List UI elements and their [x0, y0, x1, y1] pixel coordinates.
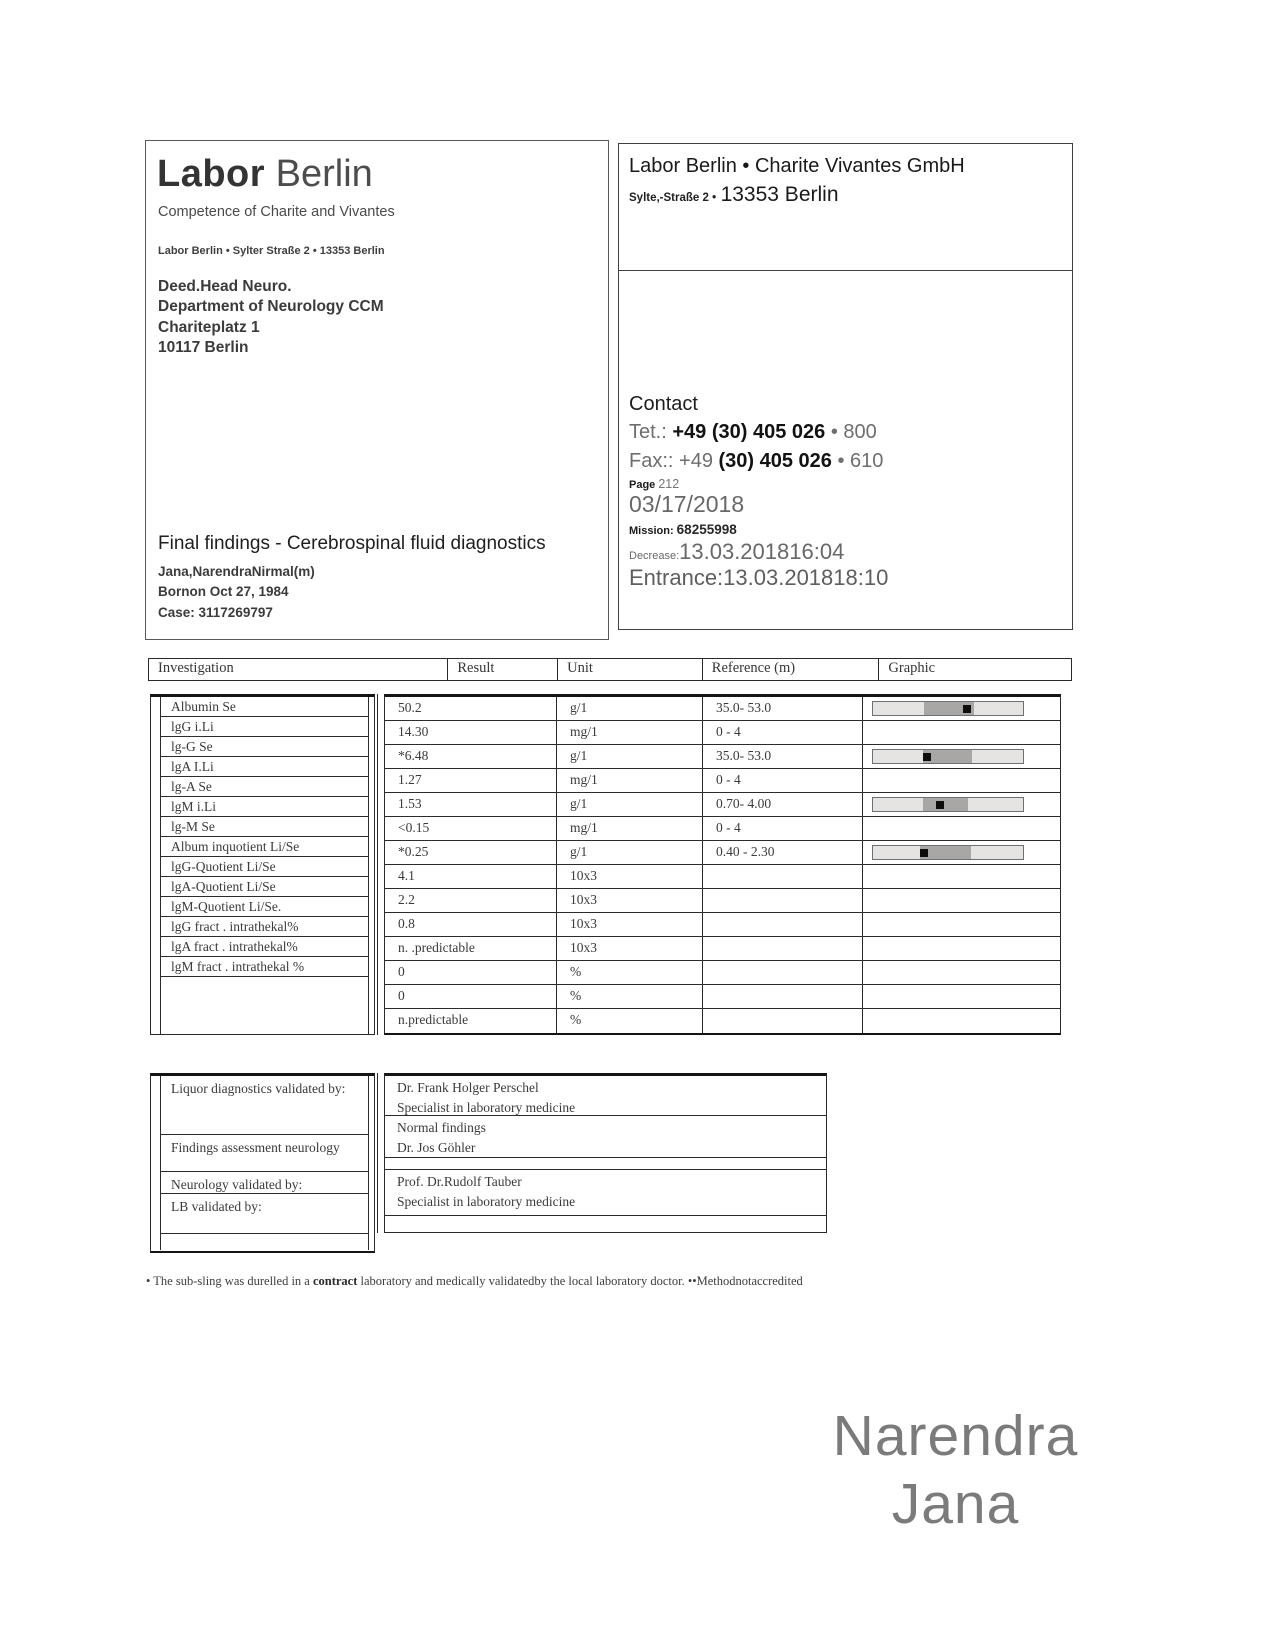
decrease-label: Decrease: — [629, 549, 680, 562]
recipient-line: Chariteplatz 1 — [158, 318, 260, 336]
company-street: Sylte,-Straße 2 • — [629, 192, 717, 204]
result-row — [385, 1009, 1060, 1033]
fax-prefix: +49 — [679, 450, 719, 472]
logo-word-berlin: Berlin — [275, 153, 373, 195]
mission-label: Mission: — [629, 524, 677, 537]
findings-title: Final findings - Cerebrospinal fluid diagnostics — [158, 533, 546, 554]
graphic-cell — [863, 721, 1060, 744]
result-unit: g/1 — [557, 745, 703, 768]
graphic-cell — [863, 745, 1060, 768]
header-cell-investigation: Investigation — [149, 659, 448, 680]
fax-line — [629, 447, 1072, 476]
graphic-bar-band — [923, 798, 968, 811]
result-unit: 10x3 — [557, 889, 703, 912]
investigation-table — [160, 697, 369, 1034]
validator-finding: Normal findings — [397, 1120, 486, 1135]
contact-section — [619, 393, 1072, 591]
investigation-label: lgG-Quotient Li/Se — [161, 857, 368, 877]
validation-label: Liquor diagnostics validated by: — [161, 1076, 368, 1135]
result-row — [385, 817, 1060, 841]
investigation-label: lgM i.Li — [161, 797, 368, 817]
result-unit: % — [557, 985, 703, 1008]
result-value: *6.48 — [385, 745, 557, 768]
telephone-line — [629, 418, 1072, 447]
graphic-bar-marker — [923, 753, 931, 761]
validation-label: Findings assessment neurology — [161, 1135, 368, 1172]
page-line — [629, 477, 1072, 491]
reference-range: 35.0- 53.0 — [703, 697, 863, 720]
fax-extension: • 610 — [831, 450, 884, 472]
result-value: 0.8 — [385, 913, 557, 936]
result-value: n.predictable — [385, 1009, 557, 1033]
investigation-label: lg-G Se — [161, 737, 368, 757]
result-row — [385, 985, 1060, 1009]
results-header-row — [148, 658, 1072, 681]
investigation-label: lgA fract . intrathekal% — [161, 937, 368, 957]
footnote-text: • The sub-sling was durelled in a — [146, 1274, 313, 1288]
graphic-bar — [872, 845, 1024, 860]
validators-box — [377, 1073, 827, 1233]
fax-label: Fax:: — [629, 450, 680, 472]
investigation-label: lg-M Se — [161, 817, 368, 837]
results-table — [384, 694, 1061, 1035]
footnote-emphasis: contract — [312, 1274, 358, 1288]
decrease-line — [629, 539, 1072, 564]
header-cell-reference: Reference (m) — [703, 659, 880, 680]
logo-word-labor: Labor — [157, 153, 266, 195]
result-row — [385, 793, 1060, 817]
reference-range — [703, 937, 863, 960]
decrease-timestamp: 13.03.201816:04 — [679, 538, 845, 564]
graphic-cell — [863, 841, 1060, 864]
graphic-cell — [863, 697, 1060, 720]
validation-label: LB validated by: — [161, 1194, 368, 1234]
validator-name: Dr. Jos Göhler — [397, 1139, 476, 1155]
reference-range — [703, 889, 863, 912]
graphic-cell — [863, 865, 1060, 888]
graphic-cell — [863, 889, 1060, 912]
result-row — [385, 841, 1060, 865]
graphic-cell — [863, 1009, 1060, 1033]
company-city: 13353 Berlin — [720, 183, 839, 206]
result-value: 1.53 — [385, 793, 557, 816]
mission-line — [629, 522, 1072, 537]
graphic-cell — [863, 769, 1060, 792]
validation-labels-table — [160, 1076, 369, 1250]
result-unit: g/1 — [557, 841, 703, 864]
graphic-cell — [863, 937, 1060, 960]
findings-block — [158, 533, 546, 623]
fax-number: (30) 405 026 — [718, 450, 832, 472]
validation-label — [161, 1234, 368, 1250]
reference-range — [703, 865, 863, 888]
validator-name: Dr. Frank Holger Perschel — [397, 1080, 539, 1095]
validator-name: Prof. Dr.Rudolf Tauber — [397, 1174, 522, 1189]
reference-range: 0 - 4 — [703, 721, 863, 744]
graphic-cell — [863, 985, 1060, 1008]
validation-label: Neurology validated by: — [161, 1172, 368, 1194]
result-value: 2.2 — [385, 889, 557, 912]
signature — [828, 1402, 1083, 1539]
reference-range: 0 - 4 — [703, 769, 863, 792]
investigation-label: lgM fract . intrathekal % — [161, 957, 368, 977]
graphic-cell — [863, 817, 1060, 840]
result-row — [385, 913, 1060, 937]
footnote — [146, 1274, 1081, 1289]
investigation-label: lg-A Se — [161, 777, 368, 797]
company-header — [619, 144, 1072, 271]
validators-table — [384, 1073, 827, 1233]
result-value: 1.27 — [385, 769, 557, 792]
telephone-label: Tet.: — [629, 421, 673, 443]
investigation-label: lgG fract . intrathekal% — [161, 917, 368, 937]
result-row — [385, 769, 1060, 793]
reference-range: 0.70- 4.00 — [703, 793, 863, 816]
result-value: 0 — [385, 985, 557, 1008]
signature-first-name: Narendra — [832, 1404, 1079, 1468]
reference-range — [703, 961, 863, 984]
investigation-label: lgG i.Li — [161, 717, 368, 737]
result-unit: 10x3 — [557, 937, 703, 960]
reference-range: 0 - 4 — [703, 817, 863, 840]
investigation-label: Album inquotient Li/Se — [161, 837, 368, 857]
signature-last-name: Jana — [891, 1472, 1020, 1537]
graphic-bar-marker — [963, 705, 971, 713]
reference-range: 0.40 - 2.30 — [703, 841, 863, 864]
result-value: n. .predictable — [385, 937, 557, 960]
telephone-extension: • 800 — [825, 421, 877, 443]
validator-entry — [385, 1116, 826, 1158]
reference-range — [703, 985, 863, 1008]
result-row — [385, 961, 1060, 985]
result-unit: % — [557, 1009, 703, 1033]
results-box — [377, 694, 1061, 1035]
graphic-bar — [872, 797, 1024, 812]
result-value: <0.15 — [385, 817, 557, 840]
graphic-cell — [863, 913, 1060, 936]
patient-case-number: Case: 3117269797 — [158, 604, 273, 620]
recipient-line: Department of Neurology CCM — [158, 298, 384, 316]
letterhead-box — [145, 140, 609, 640]
recipient-line: 10117 Berlin — [158, 339, 249, 357]
result-unit: mg/1 — [557, 817, 703, 840]
result-row — [385, 745, 1060, 769]
company-box — [618, 143, 1073, 630]
result-value: 4.1 — [385, 865, 557, 888]
page-label: Page — [629, 479, 659, 491]
reference-range — [703, 1009, 863, 1033]
header-cell-graphic: Graphic — [888, 660, 936, 676]
investigation-label: lgA-Quotient Li/Se — [161, 877, 368, 897]
result-value: 0 — [385, 961, 557, 984]
result-row — [385, 721, 1060, 745]
contact-title: Contact — [629, 393, 698, 415]
header-cell-result: Result — [448, 659, 558, 680]
graphic-cell — [863, 961, 1060, 984]
result-unit: 10x3 — [557, 913, 703, 936]
logo-tagline: Competence of Charite and Vivantes — [158, 203, 395, 220]
graphic-cell — [863, 793, 1060, 816]
result-unit: g/1 — [557, 697, 703, 720]
result-value: 14.30 — [385, 721, 557, 744]
validator-entry — [385, 1076, 826, 1116]
reference-range — [703, 913, 863, 936]
recipient-line: Deed.Head Neuro. — [158, 277, 292, 295]
graphic-bar — [872, 701, 1024, 716]
investigation-label: lgA I.Li — [161, 757, 368, 777]
footnote-text: laboratory and medically validatedby the local laboratory doctor. ••Methodnotaccredited — [357, 1274, 803, 1288]
graphic-bar-marker — [920, 849, 928, 857]
validator-entry-empty — [385, 1216, 826, 1234]
result-value: *0.25 — [385, 841, 557, 864]
graphic-bar-marker — [936, 801, 944, 809]
labor-berlin-logo — [157, 155, 608, 195]
validator-entry-empty — [385, 1158, 826, 1170]
patient-birthdate: Bornon Oct 27, 1984 — [158, 584, 289, 600]
validation-labels-box — [150, 1073, 375, 1253]
result-row — [385, 697, 1060, 721]
mission-number: 68255998 — [676, 521, 737, 537]
result-unit: g/1 — [557, 793, 703, 816]
page-number: 212 — [658, 477, 680, 491]
result-unit: mg/1 — [557, 721, 703, 744]
telephone-number: +49 (30) 405 026 — [672, 421, 826, 443]
result-row — [385, 937, 1060, 961]
reference-range: 35.0- 53.0 — [703, 745, 863, 768]
entrance-line: Entrance:13.03.201818:10 — [629, 564, 889, 590]
result-unit: % — [557, 961, 703, 984]
graphic-bar — [872, 749, 1024, 764]
patient-name: Jana,NarendraNirmal(m) — [158, 564, 315, 579]
investigation-label: Albumin Se — [161, 697, 368, 717]
result-value: 50.2 — [385, 697, 557, 720]
header-cell-unit: Unit — [558, 659, 703, 680]
result-row — [385, 889, 1060, 913]
validator-entry — [385, 1170, 826, 1216]
company-name: Labor Berlin • Charite Vivantes GmbH — [629, 155, 965, 177]
company-address — [629, 183, 1072, 207]
sender-address-line: Labor Berlin • Sylter Straße 2 • 13353 Berlin — [158, 244, 385, 257]
result-row — [385, 865, 1060, 889]
investigation-label: lgM-Quotient Li/Se. — [161, 897, 368, 917]
investigation-box — [150, 694, 375, 1035]
validator-title: Specialist in laboratory medicine — [397, 1193, 576, 1209]
validator-title: Specialist in laboratory medicine — [397, 1099, 576, 1115]
report-date: 03/17/2018 — [629, 491, 745, 517]
recipient-address — [158, 277, 608, 359]
result-unit: mg/1 — [557, 769, 703, 792]
result-unit: 10x3 — [557, 865, 703, 888]
